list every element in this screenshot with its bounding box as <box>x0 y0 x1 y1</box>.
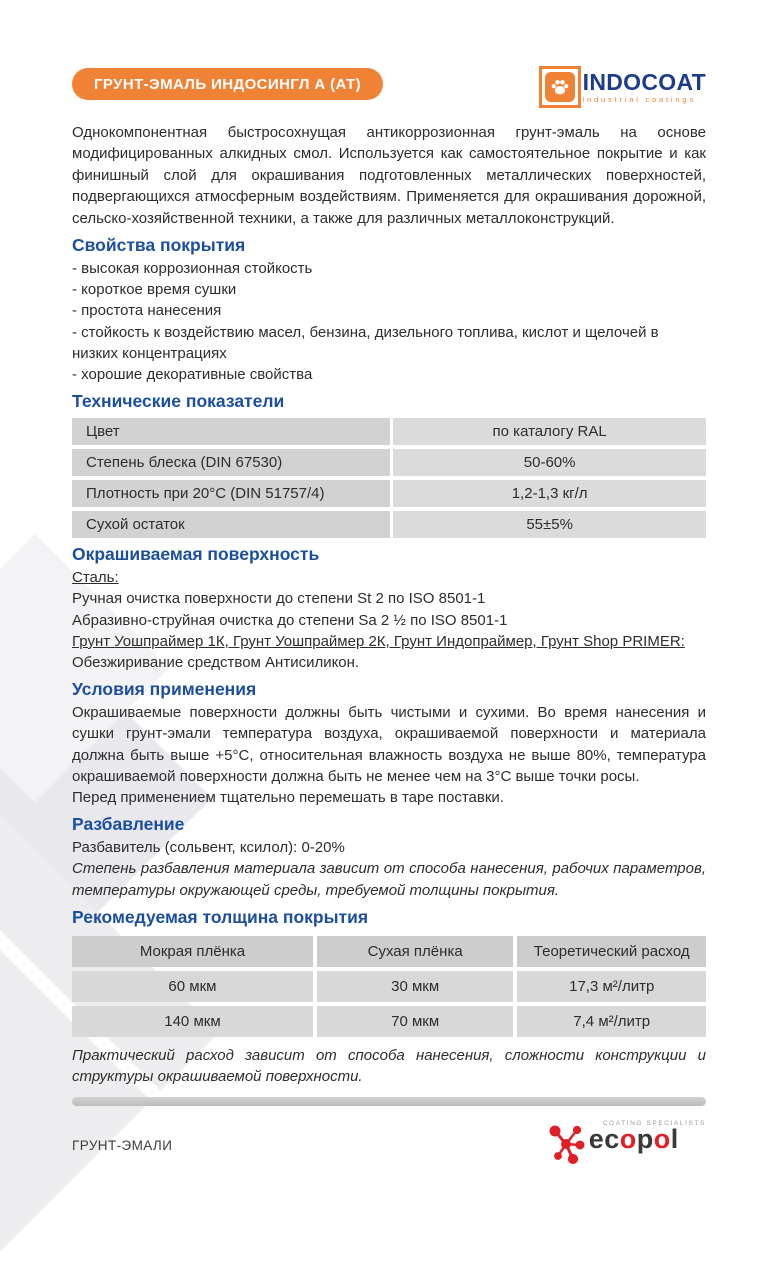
footer <box>72 1120 706 1171</box>
section-title-properties: Свойства покрытия <box>72 235 246 256</box>
table-cell: 30 мкм <box>317 971 514 1002</box>
property-item: - простота нанесения <box>72 302 222 320</box>
table-cell: 7,4 м²/литр <box>517 1006 706 1037</box>
section-title-thickness: Рекомедуемая толщина покрытия <box>72 906 369 927</box>
property-item: - стойкость к воздействию масел, бензина, дизельного топлива, кислот и щелочей в низких концентрациях <box>72 323 659 362</box>
table-row-value: по каталогу RAL <box>393 418 706 445</box>
table-cell: 17,3 м²/литр <box>517 971 706 1002</box>
conditions-note: Перед применением тщательно перемешать в таре поставки. <box>72 789 504 807</box>
table-row-value: 55±5% <box>393 511 706 538</box>
table-cell: 70 мкм <box>317 1006 514 1037</box>
surface-line: Обезжиривание средством Антисиликон. <box>72 654 360 672</box>
table-header-cell: Мокрая плёнка <box>72 936 313 967</box>
surface-line: Ручная очистка поверхности до степени St 2 по ISO 8501-1 <box>72 590 486 608</box>
property-item: - высокая коррозионная стойкость <box>72 260 313 278</box>
paw-icon <box>545 72 575 102</box>
ecopol-name: ecopol <box>588 1124 679 1155</box>
surface-line: Сталь: <box>72 569 119 587</box>
ecopol-text <box>588 1120 706 1155</box>
conditions-paragraph: Окрашиваемые поверхности должны быть чистыми и сухими. Во время нанесения и сушки грунт-эмали температура воздуха, окрашиваемой поверхности и материала должна быть выше +5°С, относительная влажность воздуха не выше 80%, температура окрашиваемой поверхности должна быть не менее чем на 3°С выше точки росы. <box>72 704 706 785</box>
table-row-value: 1,2-1,3 кг/л <box>393 480 706 507</box>
ecopol-tagline: COATING SPECIALISTS <box>602 1120 706 1128</box>
table-header-cell: Сухая плёнка <box>317 936 514 967</box>
section-title-dilution: Разбавление <box>72 814 185 835</box>
surface-line: Грунт Уошпраймер 1К, Грунт Уошпраймер 2К, Грунт Индопраймер, Грунт Shop PRIMER: <box>72 632 685 650</box>
table-row-label: Сухой остаток <box>72 511 390 538</box>
ecopol-logo <box>546 1120 706 1171</box>
indocoat-logo-frame <box>539 66 581 108</box>
brand-name: INDOCOAT <box>582 68 706 95</box>
dilution-italic-note: Степень разбавления материала зависит от способа нанесения, рабочих параметров, температуры окружающей среды, требуемой толщины покрытия. <box>72 860 706 899</box>
brand-tagline: industrial coatings <box>582 94 696 104</box>
dilution-line: Разбавитель (сольвент, ксилол): 0-20% <box>72 839 345 857</box>
section-title-surface: Окрашиваемая поверхность <box>72 544 320 565</box>
section-title-technical: Технические показатели <box>72 391 285 412</box>
thickness-footnote: Практический расход зависит от способа нанесения, сложности конструкции и структуры окрашиваемой поверхности. <box>72 1046 706 1086</box>
ecopol-splat-icon <box>546 1120 586 1171</box>
thickness-table <box>72 936 706 1037</box>
technical-table <box>72 418 706 538</box>
table-row-label: Степень блеска (DIN 67530) <box>72 449 390 476</box>
table-row-label: Цвет <box>72 418 390 445</box>
table-header-cell: Теоретический расход <box>517 936 706 967</box>
table-cell: 60 мкм <box>72 971 313 1002</box>
indocoat-logo <box>539 66 706 108</box>
surface-line: Абразивно-струйная очистка до степени Sa 2 ½ по ISO 8501-1 <box>72 611 508 629</box>
product-title-badge: ГРУНТ-ЭМАЛЬ ИНДОСИНГЛ А (АТ) <box>72 68 383 100</box>
property-item: - короткое время сушки <box>72 281 237 299</box>
brand-text <box>582 68 706 104</box>
footer-doc-type: ГРУНТ-ЭМАЛИ <box>72 1138 173 1154</box>
document-page <box>0 68 778 1171</box>
property-item: - хорошие декоративные свойства <box>72 366 313 384</box>
table-cell: 140 мкм <box>72 1006 313 1037</box>
footer-divider <box>72 1097 706 1106</box>
table-row-value: 50-60% <box>393 449 706 476</box>
section-title-conditions: Условия применения <box>72 679 257 700</box>
header <box>72 68 706 108</box>
table-row-label: Плотность при 20°C (DIN 51757/4) <box>72 480 390 507</box>
intro-paragraph: Однокомпонентная быстросохнущая антикоррозионная грунт-эмаль на основе модифицированных алкидных смол. Используется как самостоятельное покрытие и как финишный слой для окрашивания подготовленных металлических поверхностей, подвергающихся атмосферным воздействиям. Применяется для окрашивания дорожной, сельско-хозяйственной техники, а также для различных металлоконструкций. <box>72 124 706 227</box>
